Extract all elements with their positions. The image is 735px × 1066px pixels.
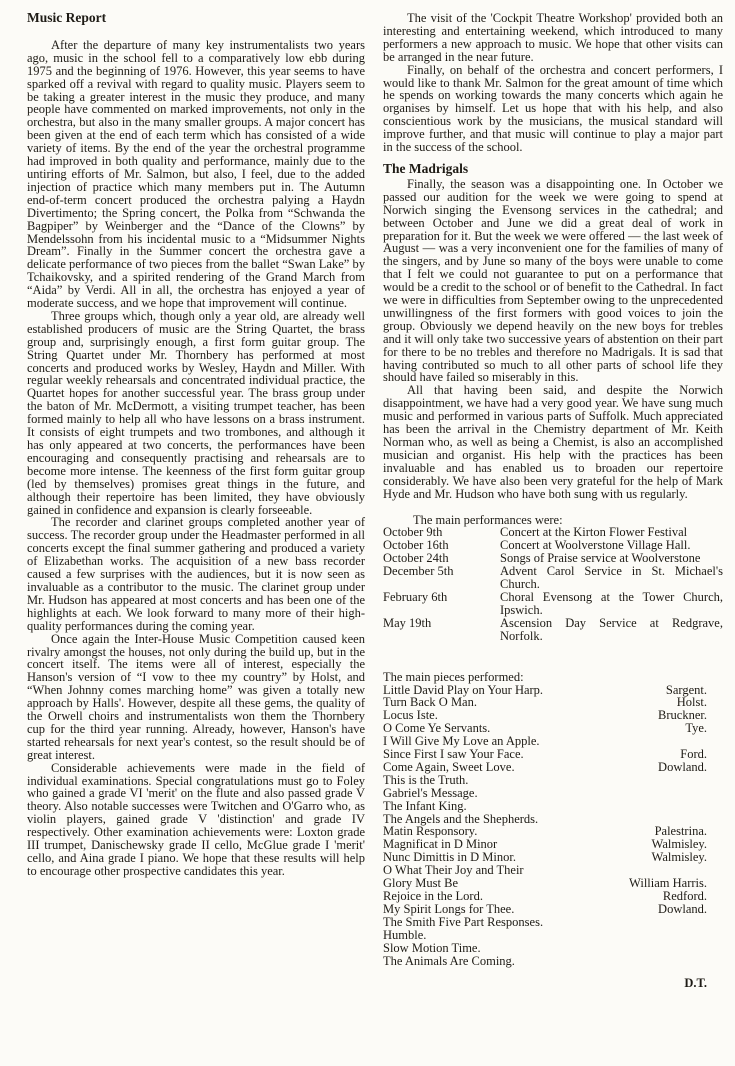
piece-row	[383, 955, 723, 968]
piece-composer: Tye.	[685, 721, 707, 736]
piece-title: The Animals Are Coming.	[383, 953, 515, 968]
piece-composer: Dowland.	[658, 901, 707, 916]
performance-event: Songs of Praise service at Woolverstone	[500, 551, 701, 566]
piece-title: Matin Responsory.	[383, 824, 478, 839]
piece-title: Locus Iste.	[383, 708, 438, 723]
performance-row	[383, 565, 723, 591]
piece-title: Since First I saw Your Face.	[383, 747, 524, 762]
performance-date: February 6th	[383, 589, 448, 604]
piece-title: O Come Ye Servants.	[383, 721, 491, 736]
piece-row	[383, 890, 723, 903]
piece-composer: Holst.	[676, 695, 707, 710]
piece-title: Nunc Dimittis in D Minor.	[383, 850, 516, 865]
paragraph: Finally, the season was a disappointing one. In October we passed our audition for the week we were going to spend at Norwich singing the Evensong services in the cathedral; and between October and June we did a great deal of work in preparation for it. But the week we were offered — the last week of August — was a very inconvenient one for the families of many of the singers, and by June so many of the boys were unable to come that I felt we could not guarantee to put on a performance that would be a credit to the school or of benefit to the Cathedral. In fact we were in difficulties from September owing to the unprecedented unwillingness of the first formers with good voices to join the group. Obviously we depend heavily on the new boys for trebles and it will only take two successive years of abstention on their part for there to be no trebles and therefore no Madrigals. It is sad that having contributed so much to all other parts of school life they should have failed so miserably in this.	[383, 176, 723, 385]
piece-row	[383, 903, 723, 916]
piece-composer: Redford.	[662, 889, 707, 903]
piece-title: Glory Must Be	[383, 876, 458, 891]
paragraph: All that having been said, and despite the Norwich disappointment, we have had a very good year. We have sung much music and performed in various parts of Suffolk. Much appreciated has been the arrival in the Chemistry department of Mr. Keith Norman who, as well as being a Chemist, is also an accomplished musician and organist. His help with the practices has been invaluable and has enabled us to broaden our repertoire considerably. We have also been very grateful for the help of Mark Hyde and Mr. Hudson who have both sung with us regularly.	[383, 383, 723, 501]
paragraph: Three groups which, though only a year old, are already well established producers of music are the String Quartet, the brass group and, surprisingly enough, a first form guitar group. The String Quartet under Mr. Thornbery has performed at most concerts and produced works by Wesley, Haydn and Miller. With regular weekly rehearsals and concentrated individual practice, the Quartet hopes for another successful year. The brass group under the baton of Mr. McDermott, a visiting trumpet teacher, has been formed mainly to help all who have lessons on a brass instrument. It consists of eight trumpets and two trombones, and although it has only appeared at two concerts, the performances have been encouraging and consequently practising and rehearsals are to become more intense. The keenness of the first form guitar group (led by themselves) promises great things in the future, and although their repertoire has been limited, they have obviously gained in confidence and expansion is clearly forseeable.	[27, 308, 365, 517]
performances-table	[383, 526, 723, 642]
performance-row	[383, 591, 723, 617]
madrigals-heading: The Madrigals	[383, 160, 469, 176]
piece-title: Little David Play on Your Harp.	[383, 682, 544, 697]
piece-composer: Bruckner.	[658, 708, 707, 723]
right-column	[383, 12, 723, 1066]
piece-title: Gabriel's Message.	[383, 785, 478, 800]
piece-title: My Spirit Longs for Thee.	[383, 901, 515, 916]
performance-event: Advent Carol Service in St. Michael's Church.	[500, 564, 723, 592]
piece-composer: Walmisley.	[651, 837, 707, 852]
piece-title: Magnificat in D Minor	[383, 837, 498, 852]
performances-section	[383, 514, 723, 643]
performance-event: Ascension Day Service at Redgrave, Norfolk.	[500, 615, 723, 643]
piece-title: I Will Give My Love an Apple.	[383, 734, 540, 749]
piece-composer: Walmisley.	[651, 850, 707, 865]
paragraph: Finally, on behalf of the orchestra and concert performers, I would like to thank Mr. Salmon for the great amount of time which he spends on working towards the many concerts which again he organises by himself. Let us hope that with his help, and also conscientious work by the musicians, the musical standard will improve further, and that music will continue to play a major part in the success of the school.	[383, 62, 723, 155]
piece-title: The Angels and the Shepherds.	[383, 811, 539, 826]
piece-composer: Ford.	[680, 747, 707, 762]
pieces-section	[383, 671, 723, 968]
piece-title: This is the Truth.	[383, 772, 469, 787]
author-initials: D.T.	[684, 976, 707, 991]
paragraph: Once again the Inter-House Music Competition caused keen rivalry amongst the houses, not only during the build up, but in the concert itself. The items were all of interest, especially the Hanson's version of “I vow to thee my country” by Holst, and “When Johnny comes marching home” was given a totally new approach by Halls'. However, despite all these gems, the quality of the Orwell choirs and instrumentalists won them the Thornbery cup for the third year running. Already, however, Hanson's have started rehearsals for next year's contest, so the result should be of great interest.	[27, 631, 365, 762]
pieces-list	[383, 684, 723, 968]
left-column	[27, 12, 365, 1066]
piece-row	[383, 774, 723, 787]
report-closing-paragraphs	[383, 12, 723, 154]
paragraph: The recorder and clarinet groups completed another year of success. The recorder group under the Headmaster performed in all concerts except the final summer gathering and produced a variety of Elizabethan works. The acquisition of a new bass recorder caused a few surprises with the audiences, but it is now seen as invaluable as a contributor to the music. The clarinet group under Mr. Hudson has appeared at most concerts and has been one of the highlights at each. We look forward to many more of their high-quality performances during the coming year.	[27, 515, 365, 633]
piece-composer: Palestrina.	[654, 824, 707, 839]
piece-title: Slow Motion Time.	[383, 940, 481, 955]
piece-title: O What Their Joy and Their	[383, 863, 524, 878]
pieces-intro: The main pieces performed:	[383, 669, 524, 684]
piece-composer: Dowland.	[658, 759, 707, 774]
piece-row	[383, 916, 723, 929]
music-report-heading: Music Report	[27, 10, 107, 25]
performance-date: October 24th	[383, 551, 449, 566]
piece-composer: William Harris.	[629, 876, 707, 891]
madrigals-body	[383, 178, 723, 501]
performances-intro: The main performances were:	[413, 512, 563, 527]
performance-date: May 19th	[383, 615, 432, 630]
piece-title: The Smith Five Part Responses.	[383, 914, 544, 929]
piece-row	[383, 942, 723, 955]
paragraph: After the departure of many key instrumentalists two years ago, music in the school fell to a comparatively low ebb during 1975 and the beginning of 1976. However, this year seems to have sparked off a revival with regard to quality music. Players seem to be taking a greater interest in the music they produce, and many people have commented on marked improvements, not only in the orchestra, but also in the many smaller groups. A major concert has been given at the end of each term which has consisted of a wide variety of items. By the end of the year the orchestral programme had improved in both quality and performance, mainly due to the untiring efforts of Mr. Salmon, but also, I feel, due to the added injection of practice which many members put in. The Autumn end-of-term concert produced the orchestra palying a Haydn Divertimento; the Spring concert, the Polka from “Schwanda the Bagpiper” by Weinberger and the “Dance of the Clowns” by Mendelssohn from his incidental music to a “Midsummer Nights Dream”. Finally in the Summer concert the orchestra gave a delicate performance of two pieces from the ballet “Swan Lake” by Tchaikovsky, and a spirited rendering of the Grand March from “Aida” by Verdi. All in all, the orchestra has enjoyed a year of moderate success, and we hope that improvement will continue.	[27, 37, 365, 311]
piece-row	[383, 929, 723, 942]
performance-date: October 16th	[383, 538, 449, 553]
paragraph: The visit of the 'Cockpit Theatre Workshop' provided both an interesting and entertaining weekend, which introduced to many performers a new approach to music. We hope that other visits can be arranged in the near future.	[383, 11, 723, 64]
music-report-body	[27, 39, 365, 878]
paragraph: Considerable achievements were made in the field of individual examinations. Special congratulations must go to Foley who gained a grade VI 'merit' on the flute and also passed grade V theory. Also notable successes were Twitchen and O'Garro who, as violin players, gained grade V 'distinction' and grade IV respectively. Other examination achievements were: Loxton grade III trumpet, Danischewsky grade II cello, McGlue grade I 'merit' cello, and Aina grade I piano. We hope that these results will help to encourage other prospective candidates this year.	[27, 760, 365, 878]
piece-row	[383, 761, 723, 774]
piece-title: Humble.	[383, 927, 427, 942]
performance-event: Choral Evensong at the Tower Church, Ipswich.	[500, 589, 723, 617]
piece-row	[383, 748, 723, 761]
performance-date: December 5th	[383, 564, 454, 579]
piece-title: Come Again, Sweet Love.	[383, 759, 515, 774]
piece-row	[383, 800, 723, 813]
performance-event: Concert at Woolverstone Village Hall.	[500, 538, 691, 553]
piece-composer: Sargent.	[665, 682, 707, 697]
performance-row	[383, 617, 723, 643]
performance-date: October 9th	[383, 525, 443, 540]
piece-title: Rejoice in the Lord.	[383, 889, 483, 903]
piece-title: Turn Back O Man.	[383, 695, 477, 710]
piece-title: The Infant King.	[383, 798, 467, 813]
piece-row	[383, 787, 723, 800]
performance-event: Concert at the Kirton Flower Festival	[500, 525, 688, 540]
